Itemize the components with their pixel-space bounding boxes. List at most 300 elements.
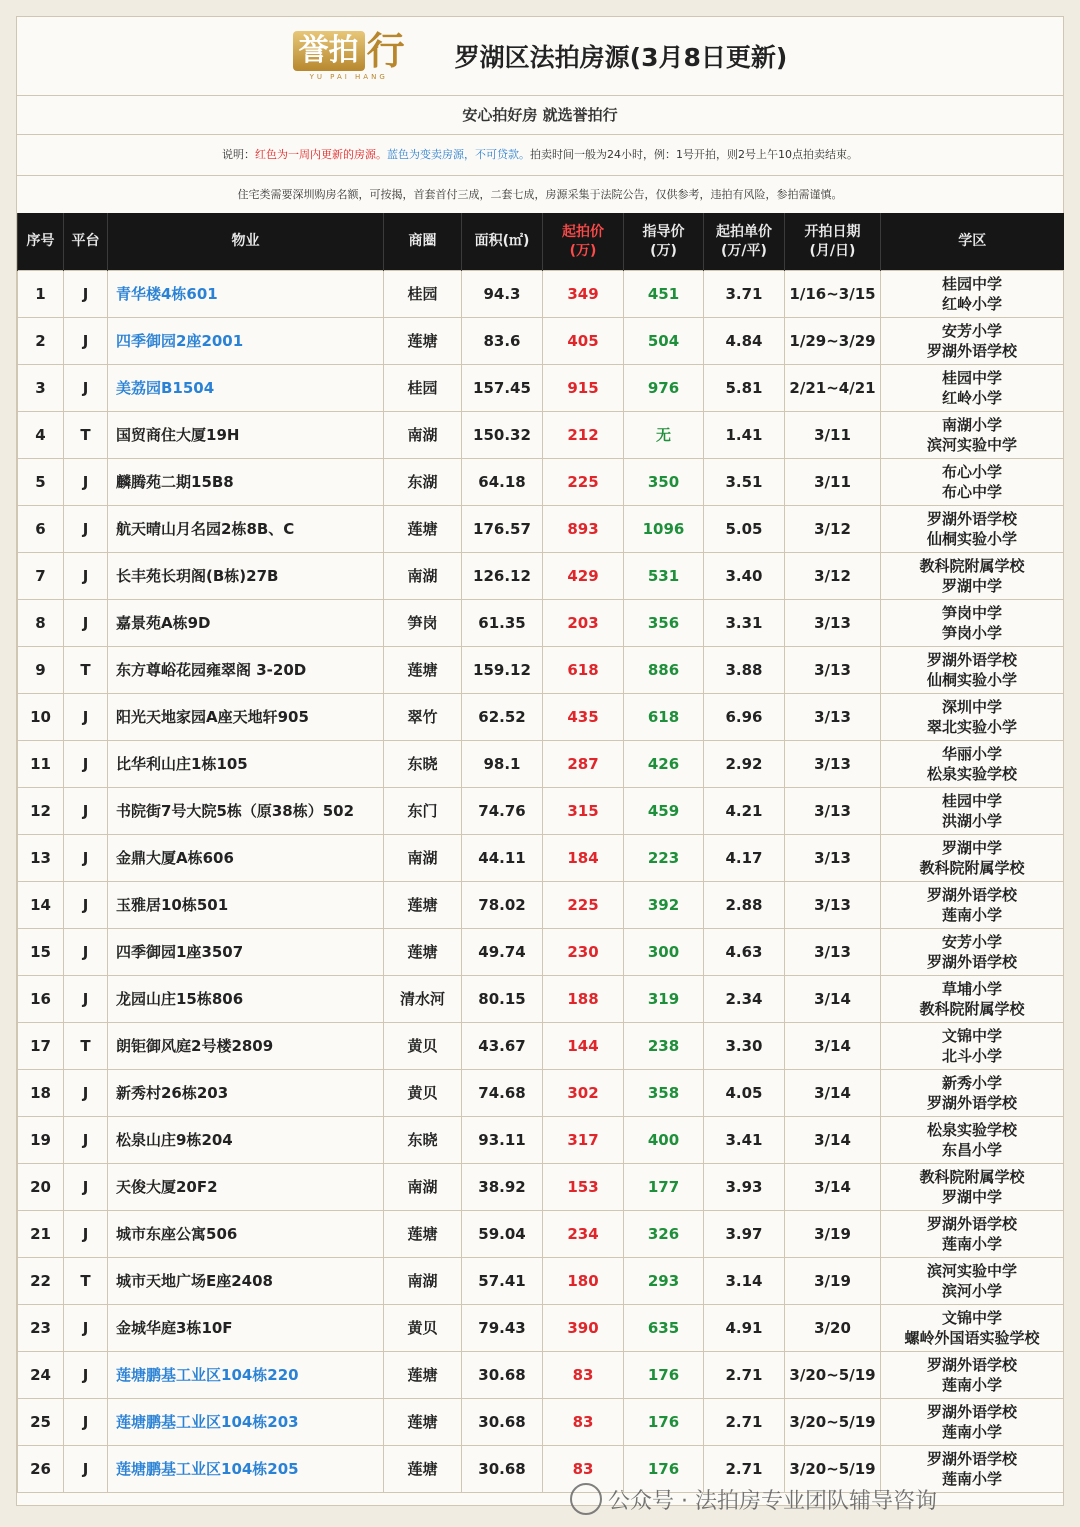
unit-price-cell: 4.63: [704, 929, 785, 976]
district-cell: 黄贝: [384, 1023, 462, 1070]
school-district-cell: [881, 1305, 1064, 1352]
school-primary: 南湖小学: [941, 416, 1002, 434]
platform-cell: T: [64, 412, 108, 459]
guide-price-cell: 300: [624, 929, 704, 976]
table-row: [18, 1258, 1064, 1305]
area-size-cell: 38.92: [462, 1164, 543, 1211]
area-size-cell: 30.68: [462, 1399, 543, 1446]
school-district-cell: [881, 553, 1064, 600]
school-primary: 安芳小学: [941, 933, 1002, 951]
property-name: 四季御园1座3507: [108, 929, 384, 976]
unit-price-cell: 5.81: [704, 365, 785, 412]
start-price-cell: 302: [543, 1070, 624, 1117]
property-name: 四季御园2座2001: [108, 318, 384, 365]
school-district-cell: [881, 741, 1064, 788]
property-name: 莲塘鹏基工业区104栋203: [108, 1399, 384, 1446]
school-primary: 松泉实验学校: [926, 1121, 1017, 1139]
platform-cell: J: [64, 1446, 108, 1493]
district-cell: 莲塘: [384, 1399, 462, 1446]
col-header: 起拍单价 (万/平): [704, 213, 785, 271]
property-name: 长丰苑长玥阁(B栋)27B: [108, 553, 384, 600]
unit-price-cell: 2.71: [704, 1352, 785, 1399]
platform-cell: J: [64, 271, 108, 318]
table-row: [18, 741, 1064, 788]
row-number: 4: [18, 412, 64, 459]
school-district-cell: [881, 365, 1064, 412]
listing-table: [17, 213, 1064, 1493]
page-title: 罗湖区法拍房源(3月8日更新): [454, 43, 788, 72]
school-district-cell: [881, 694, 1064, 741]
school-primary: 桂园中学: [941, 792, 1002, 810]
auction-date-cell: 3/14: [785, 1117, 881, 1164]
platform-cell: J: [64, 882, 108, 929]
platform-cell: J: [64, 1070, 108, 1117]
start-price-cell: 230: [543, 929, 624, 976]
col-header: 指导价 (万): [624, 213, 704, 271]
district-cell: 桂园: [384, 365, 462, 412]
row-number: 22: [18, 1258, 64, 1305]
guide-price-cell: 356: [624, 600, 704, 647]
guide-price-cell: 293: [624, 1258, 704, 1305]
auction-date-cell: 3/14: [785, 1023, 881, 1070]
col-header: 物业: [108, 213, 384, 271]
school-secondary: 仙桐实验小学: [926, 671, 1017, 689]
note-line-1: [17, 135, 1063, 176]
guide-price-cell: 459: [624, 788, 704, 835]
wechat-icon: [570, 1483, 602, 1515]
school-district-cell: [881, 1070, 1064, 1117]
school-district-cell: [881, 788, 1064, 835]
district-cell: 莲塘: [384, 647, 462, 694]
platform-cell: J: [64, 976, 108, 1023]
col-header: 平台: [64, 213, 108, 271]
table-row: [18, 788, 1064, 835]
header: [17, 17, 1063, 96]
school-district-cell: [881, 1117, 1064, 1164]
auction-date-cell: 1/29~3/29: [785, 318, 881, 365]
school-secondary: 莲南小学: [941, 1470, 1002, 1488]
row-number: 1: [18, 271, 64, 318]
school-district-cell: [881, 1023, 1064, 1070]
school-primary: 布心小学: [941, 463, 1002, 481]
slogan: 安心拍好房 就选誉拍行: [17, 96, 1063, 135]
property-name: 金鼎大厦A栋606: [108, 835, 384, 882]
row-number: 25: [18, 1399, 64, 1446]
school-district-cell: [881, 1352, 1064, 1399]
row-number: 6: [18, 506, 64, 553]
district-cell: 东晓: [384, 1117, 462, 1164]
row-number: 17: [18, 1023, 64, 1070]
row-number: 19: [18, 1117, 64, 1164]
platform-cell: J: [64, 1305, 108, 1352]
district-cell: 莲塘: [384, 882, 462, 929]
row-number: 8: [18, 600, 64, 647]
school-primary: 罗湖中学: [941, 839, 1002, 857]
row-number: 26: [18, 1446, 64, 1493]
school-secondary: 罗湖中学: [941, 577, 1002, 595]
row-number: 2: [18, 318, 64, 365]
col-header: 面积(㎡): [462, 213, 543, 271]
district-cell: 南湖: [384, 412, 462, 459]
school-primary: 教科院附属学校: [919, 557, 1025, 575]
table-row: [18, 1023, 1064, 1070]
school-primary: 罗湖外语学校: [926, 1450, 1017, 1468]
school-primary: 深圳中学: [941, 698, 1002, 716]
guide-price-cell: 976: [624, 365, 704, 412]
start-price-cell: 405: [543, 318, 624, 365]
col-header: 起拍价 (万): [543, 213, 624, 271]
district-cell: 莲塘: [384, 1211, 462, 1258]
school-secondary: 东昌小学: [941, 1141, 1002, 1159]
unit-price-cell: 4.84: [704, 318, 785, 365]
area-size-cell: 74.68: [462, 1070, 543, 1117]
guide-price-cell: 451: [624, 271, 704, 318]
auction-date-cell: 3/13: [785, 600, 881, 647]
area-size-cell: 59.04: [462, 1211, 543, 1258]
auction-date-cell: 3/20~5/19: [785, 1446, 881, 1493]
school-primary: 罗湖外语学校: [926, 1356, 1017, 1374]
school-secondary: 莲南小学: [941, 1423, 1002, 1441]
start-price-cell: 618: [543, 647, 624, 694]
school-primary: 滨河实验中学: [926, 1262, 1017, 1280]
table-row: [18, 929, 1064, 976]
auction-date-cell: 2/21~4/21: [785, 365, 881, 412]
school-secondary: 莲南小学: [941, 1235, 1002, 1253]
school-primary: 罗湖外语学校: [926, 1215, 1017, 1233]
start-price-cell: 144: [543, 1023, 624, 1070]
unit-price-cell: 2.34: [704, 976, 785, 1023]
platform-cell: J: [64, 600, 108, 647]
table-row: [18, 882, 1064, 929]
school-primary: 罗湖外语学校: [926, 651, 1017, 669]
guide-price-cell: 618: [624, 694, 704, 741]
row-number: 15: [18, 929, 64, 976]
area-size-cell: 159.12: [462, 647, 543, 694]
unit-price-cell: 4.21: [704, 788, 785, 835]
guide-price-cell: 350: [624, 459, 704, 506]
area-size-cell: 150.32: [462, 412, 543, 459]
area-size-cell: 64.18: [462, 459, 543, 506]
table-row: [18, 412, 1064, 459]
school-district-cell: [881, 882, 1064, 929]
school-district-cell: [881, 835, 1064, 882]
guide-price-cell: 无: [624, 412, 704, 459]
start-price-cell: 83: [543, 1399, 624, 1446]
start-price-cell: 180: [543, 1258, 624, 1305]
table-row: [18, 1117, 1064, 1164]
area-size-cell: 49.74: [462, 929, 543, 976]
start-price-cell: 915: [543, 365, 624, 412]
school-district-cell: [881, 412, 1064, 459]
property-name: 东方尊峪花园雍翠阁 3-20D: [108, 647, 384, 694]
row-number: 24: [18, 1352, 64, 1399]
note-rest: 拍卖时间一般为24小时，例：1号开拍，则2号上午10点拍卖结束。: [530, 148, 858, 161]
unit-price-cell: 5.05: [704, 506, 785, 553]
start-price-cell: 287: [543, 741, 624, 788]
row-number: 14: [18, 882, 64, 929]
start-price-cell: 153: [543, 1164, 624, 1211]
guide-price-cell: 238: [624, 1023, 704, 1070]
col-header: 开拍日期 (月/日): [785, 213, 881, 271]
school-primary: 教科院附属学校: [919, 1168, 1025, 1186]
start-price-cell: 893: [543, 506, 624, 553]
school-secondary: 莲南小学: [941, 906, 1002, 924]
unit-price-cell: 3.88: [704, 647, 785, 694]
district-cell: 莲塘: [384, 1446, 462, 1493]
logo: [293, 31, 405, 81]
unit-price-cell: 2.92: [704, 741, 785, 788]
area-size-cell: 78.02: [462, 882, 543, 929]
school-primary: 华丽小学: [941, 745, 1002, 763]
school-secondary: 翠北实验小学: [926, 718, 1017, 736]
guide-price-cell: 504: [624, 318, 704, 365]
start-price-cell: 184: [543, 835, 624, 882]
platform-cell: J: [64, 1399, 108, 1446]
area-size-cell: 62.52: [462, 694, 543, 741]
school-secondary: 螺岭外国语实验学校: [904, 1329, 1040, 1347]
note-line-2: 住宅类需要深圳购房名额，可按揭，首套首付三成，二套七成，房源采集于法院公告，仅供参考，违拍有风险，参拍需谨慎。: [237, 188, 843, 201]
district-cell: 莲塘: [384, 506, 462, 553]
platform-cell: J: [64, 788, 108, 835]
platform-cell: T: [64, 1258, 108, 1305]
district-cell: 翠竹: [384, 694, 462, 741]
start-price-cell: 83: [543, 1352, 624, 1399]
auction-date-cell: 3/13: [785, 788, 881, 835]
row-number: 12: [18, 788, 64, 835]
school-district-cell: [881, 1211, 1064, 1258]
school-primary: 罗湖外语学校: [926, 510, 1017, 528]
school-primary: 桂园中学: [941, 275, 1002, 293]
unit-price-cell: 2.71: [704, 1446, 785, 1493]
area-size-cell: 94.3: [462, 271, 543, 318]
row-number: 7: [18, 553, 64, 600]
unit-price-cell: 3.51: [704, 459, 785, 506]
auction-date-cell: 3/13: [785, 929, 881, 976]
property-name: 新秀村26栋203: [108, 1070, 384, 1117]
district-cell: 莲塘: [384, 929, 462, 976]
table-row: [18, 976, 1064, 1023]
school-district-cell: [881, 1258, 1064, 1305]
school-district-cell: [881, 459, 1064, 506]
district-cell: 黄贝: [384, 1305, 462, 1352]
area-size-cell: 30.68: [462, 1446, 543, 1493]
auction-date-cell: 3/11: [785, 412, 881, 459]
unit-price-cell: 3.71: [704, 271, 785, 318]
guide-price-cell: 392: [624, 882, 704, 929]
start-price-cell: 225: [543, 459, 624, 506]
property-name: 玉雅居10栋501: [108, 882, 384, 929]
guide-price-cell: 176: [624, 1399, 704, 1446]
auction-date-cell: 3/13: [785, 741, 881, 788]
row-number: 23: [18, 1305, 64, 1352]
district-cell: 南湖: [384, 1258, 462, 1305]
auction-date-cell: 3/13: [785, 835, 881, 882]
guide-price-cell: 223: [624, 835, 704, 882]
school-primary: 新秀小学: [941, 1074, 1002, 1092]
platform-cell: J: [64, 1117, 108, 1164]
guide-price-cell: 319: [624, 976, 704, 1023]
guide-price-cell: 177: [624, 1164, 704, 1211]
area-size-cell: 43.67: [462, 1023, 543, 1070]
start-price-cell: 203: [543, 600, 624, 647]
start-price-cell: 225: [543, 882, 624, 929]
guide-price-cell: 176: [624, 1352, 704, 1399]
school-secondary: 罗湖中学: [941, 1188, 1002, 1206]
unit-price-cell: 3.30: [704, 1023, 785, 1070]
school-secondary: 罗湖外语学校: [926, 953, 1017, 971]
school-primary: 桂园中学: [941, 369, 1002, 387]
area-size-cell: 157.45: [462, 365, 543, 412]
area-size-cell: 176.57: [462, 506, 543, 553]
table-row: [18, 1211, 1064, 1258]
property-name: 国贸商住大厦19H: [108, 412, 384, 459]
platform-cell: J: [64, 553, 108, 600]
table-row: [18, 835, 1064, 882]
auction-date-cell: 3/19: [785, 1258, 881, 1305]
area-size-cell: 83.6: [462, 318, 543, 365]
logo-text: 行: [366, 29, 405, 73]
school-primary: 罗湖外语学校: [926, 886, 1017, 904]
property-name: 嘉景苑A栋9D: [108, 600, 384, 647]
district-cell: 桂园: [384, 271, 462, 318]
note-blue: 蓝色为变卖房源，不可贷款。: [387, 148, 530, 161]
table-row: [18, 1352, 1064, 1399]
platform-cell: J: [64, 318, 108, 365]
district-cell: 东湖: [384, 459, 462, 506]
auction-date-cell: 3/14: [785, 1164, 881, 1211]
school-primary: 罗湖外语学校: [926, 1403, 1017, 1421]
district-cell: 莲塘: [384, 1352, 462, 1399]
unit-price-cell: 3.97: [704, 1211, 785, 1258]
platform-cell: T: [64, 1023, 108, 1070]
unit-price-cell: 3.31: [704, 600, 785, 647]
school-secondary: 罗湖外语学校: [926, 1094, 1017, 1112]
school-secondary: 罗湖外语学校: [926, 342, 1017, 360]
property-name: 城市东座公寓506: [108, 1211, 384, 1258]
auction-date-cell: 3/11: [785, 459, 881, 506]
school-district-cell: [881, 1164, 1064, 1211]
auction-date-cell: 3/12: [785, 506, 881, 553]
property-name: 莲塘鹏基工业区104栋205: [108, 1446, 384, 1493]
district-cell: 清水河: [384, 976, 462, 1023]
col-header: 序号: [18, 213, 64, 271]
unit-price-cell: 2.71: [704, 1399, 785, 1446]
guide-price-cell: 531: [624, 553, 704, 600]
table-row: [18, 600, 1064, 647]
listing-sheet: [16, 16, 1064, 1514]
area-size-cell: 80.15: [462, 976, 543, 1023]
row-number: 21: [18, 1211, 64, 1258]
property-name: 青华楼4栋601: [108, 271, 384, 318]
auction-date-cell: 3/13: [785, 882, 881, 929]
platform-cell: J: [64, 1164, 108, 1211]
logo-subtext: YU PAI HANG: [309, 73, 388, 81]
unit-price-cell: 3.40: [704, 553, 785, 600]
start-price-cell: 349: [543, 271, 624, 318]
unit-price-cell: 2.88: [704, 882, 785, 929]
school-district-cell: [881, 506, 1064, 553]
district-cell: 莲塘: [384, 318, 462, 365]
row-number: 11: [18, 741, 64, 788]
table-row: [18, 459, 1064, 506]
platform-cell: J: [64, 741, 108, 788]
school-secondary: 滨河小学: [941, 1282, 1002, 1300]
property-name: 航天晴山月名园2栋8B、C: [108, 506, 384, 553]
platform-cell: J: [64, 1211, 108, 1258]
school-district-cell: [881, 600, 1064, 647]
table-row: [18, 553, 1064, 600]
guide-price-cell: 358: [624, 1070, 704, 1117]
school-district-cell: [881, 318, 1064, 365]
unit-price-cell: 1.41: [704, 412, 785, 459]
table-row: [18, 318, 1064, 365]
school-primary: 文锦中学: [941, 1309, 1002, 1327]
area-size-cell: 44.11: [462, 835, 543, 882]
district-cell: 南湖: [384, 835, 462, 882]
row-number: 9: [18, 647, 64, 694]
school-primary: 安芳小学: [941, 322, 1002, 340]
area-size-cell: 74.76: [462, 788, 543, 835]
watermark-text: 公众号 · 法拍房专业团队辅导咨询: [608, 1488, 937, 1514]
start-price-cell: 188: [543, 976, 624, 1023]
school-secondary: 滨河实验中学: [926, 436, 1017, 454]
row-number: 10: [18, 694, 64, 741]
start-price-cell: 317: [543, 1117, 624, 1164]
area-size-cell: 79.43: [462, 1305, 543, 1352]
start-price-cell: 234: [543, 1211, 624, 1258]
property-name: 比华利山庄1栋105: [108, 741, 384, 788]
start-price-cell: 435: [543, 694, 624, 741]
watermark: [570, 1483, 937, 1515]
row-number: 16: [18, 976, 64, 1023]
start-price-cell: 83: [543, 1446, 624, 1493]
start-price-cell: 315: [543, 788, 624, 835]
col-header: 学区: [881, 213, 1064, 271]
property-name: 麟腾苑二期15B8: [108, 459, 384, 506]
table-row: [18, 694, 1064, 741]
district-cell: 笋岗: [384, 600, 462, 647]
platform-cell: T: [64, 647, 108, 694]
platform-cell: J: [64, 506, 108, 553]
school-district-cell: [881, 1399, 1064, 1446]
auction-date-cell: 3/19: [785, 1211, 881, 1258]
school-secondary: 北斗小学: [941, 1047, 1002, 1065]
area-size-cell: 30.68: [462, 1352, 543, 1399]
guide-price-cell: 426: [624, 741, 704, 788]
property-name: 书院街7号大院5栋（原38栋）502: [108, 788, 384, 835]
school-district-cell: [881, 271, 1064, 318]
table-row: [18, 1399, 1064, 1446]
unit-price-cell: 3.93: [704, 1164, 785, 1211]
property-name: 城市天地广场E座2408: [108, 1258, 384, 1305]
area-size-cell: 61.35: [462, 600, 543, 647]
note-red: 红色为一周内更新的房源。: [255, 148, 387, 161]
start-price-cell: 212: [543, 412, 624, 459]
guide-price-cell: 635: [624, 1305, 704, 1352]
guide-price-cell: 1096: [624, 506, 704, 553]
table-row: [18, 647, 1064, 694]
row-number: 20: [18, 1164, 64, 1211]
school-secondary: 红岭小学: [941, 389, 1002, 407]
district-cell: 黄贝: [384, 1070, 462, 1117]
platform-cell: J: [64, 694, 108, 741]
guide-price-cell: 400: [624, 1117, 704, 1164]
row-number: 5: [18, 459, 64, 506]
unit-price-cell: 4.17: [704, 835, 785, 882]
guide-price-cell: 886: [624, 647, 704, 694]
auction-date-cell: 3/20: [785, 1305, 881, 1352]
property-name: 美荔园B1504: [108, 365, 384, 412]
